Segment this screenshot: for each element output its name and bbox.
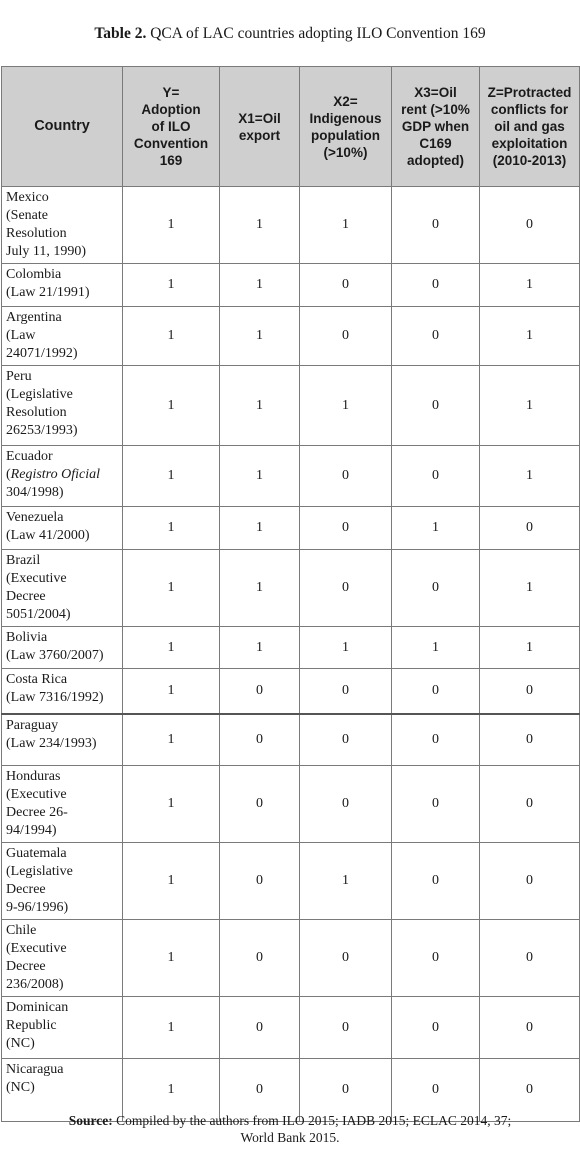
column-header-line: Indigenous (309, 110, 382, 126)
value-cell: 1 (123, 627, 220, 669)
value-cell: 1 (123, 669, 220, 714)
table-row (2, 766, 580, 843)
value-cell: 0 (300, 307, 392, 366)
country-line: Peru (6, 369, 32, 384)
column-header-line: Z=Protracted (487, 85, 572, 100)
country-cell (2, 264, 123, 307)
country-line: (NC) (6, 1080, 35, 1095)
country-cell (2, 187, 123, 264)
country-line: Chile (6, 923, 37, 938)
country-line: Costa Rica (6, 672, 68, 687)
column-header (300, 67, 392, 187)
column-header (480, 67, 580, 187)
table-row (2, 187, 580, 264)
country-line: Decree (6, 882, 46, 897)
country-line: Bolivia (6, 630, 48, 645)
value-cell: 1 (220, 507, 300, 550)
header-row (2, 67, 580, 187)
column-header-line: 169 (159, 153, 183, 168)
value-cell: 0 (480, 187, 580, 264)
country-line: (NC) (6, 1036, 35, 1051)
value-cell: 1 (480, 446, 580, 507)
country-line: July 11, 1990) (6, 244, 86, 259)
column-header-line: X3=Oil (414, 85, 457, 100)
table-caption-text: QCA of LAC countries adopting ILO Convention 169 (146, 25, 486, 42)
value-cell: 0 (300, 550, 392, 627)
table-row (2, 627, 580, 669)
value-cell: 0 (300, 997, 392, 1059)
value-cell: 1 (220, 446, 300, 507)
country-line: Mexico (6, 190, 49, 205)
value-cell: 0 (392, 446, 480, 507)
value-cell: 0 (392, 714, 480, 766)
country-line: Resolution (6, 405, 67, 420)
column-header-line: GDP when (401, 119, 470, 134)
country-line: (Legislative (6, 387, 73, 402)
value-cell: 0 (480, 1059, 580, 1122)
country-cell (2, 366, 123, 446)
value-cell: 1 (480, 264, 580, 307)
value-cell: 1 (123, 187, 220, 264)
value-cell: 0 (220, 843, 300, 920)
value-cell: 0 (220, 669, 300, 714)
value-cell: 0 (392, 920, 480, 997)
country-line: 24071/1992) (6, 346, 78, 361)
value-cell: 0 (392, 766, 480, 843)
qca-table (1, 66, 580, 1122)
value-cell: 0 (480, 843, 580, 920)
column-header-line: Country (34, 118, 90, 134)
country-line: 236/2008) (6, 977, 64, 992)
country-line: Brazil (6, 553, 41, 568)
value-cell: 1 (480, 366, 580, 446)
country-line: Venezuela (6, 510, 64, 525)
value-cell: 0 (392, 307, 480, 366)
value-cell: 0 (480, 920, 580, 997)
column-header-line: X1=Oil (238, 110, 281, 126)
country-cell (2, 714, 123, 766)
country-cell (2, 669, 123, 714)
value-cell: 0 (480, 669, 580, 714)
value-cell: 0 (300, 766, 392, 843)
value-cell: 1 (123, 714, 220, 766)
country-line: 26253/1993) (6, 423, 78, 438)
column-header-line: Convention (133, 136, 209, 151)
column-header (220, 67, 300, 187)
column-header-line: export (238, 127, 281, 143)
country-line: (Executive (6, 941, 67, 956)
table-row (2, 366, 580, 446)
country-line: Honduras (6, 769, 61, 784)
value-cell: 1 (123, 766, 220, 843)
value-cell: 1 (220, 366, 300, 446)
value-cell: 1 (392, 627, 480, 669)
value-cell: 0 (392, 1059, 480, 1122)
value-cell: 0 (220, 920, 300, 997)
value-cell: 0 (480, 997, 580, 1059)
value-cell: 0 (392, 843, 480, 920)
country-line: (Law 234/1993) (6, 735, 97, 751)
country-line: Decree (6, 589, 46, 604)
table-row (2, 714, 580, 766)
country-line: Argentina (6, 310, 62, 325)
country-line: (Law 3760/2007) (6, 648, 104, 663)
value-cell: 0 (300, 714, 392, 766)
value-cell: 0 (220, 766, 300, 843)
value-cell: 1 (123, 446, 220, 507)
country-cell (2, 446, 123, 507)
table-caption (0, 24, 580, 44)
value-cell: 0 (392, 550, 480, 627)
source-line-1: Compiled by the authors from ILO 2015; IADB 2015; ECLAC 2014, 37; (112, 1113, 512, 1128)
country-line: Guatemala (6, 846, 67, 861)
value-cell: 1 (220, 307, 300, 366)
country-cell (2, 920, 123, 997)
value-cell: 1 (220, 550, 300, 627)
value-cell: 1 (123, 1059, 220, 1122)
value-cell: 0 (300, 507, 392, 550)
country-line: Republic (6, 1018, 57, 1033)
country-line: Ecuador (6, 449, 53, 464)
table-row (2, 997, 580, 1059)
value-cell: 1 (220, 264, 300, 307)
value-cell: 0 (220, 997, 300, 1059)
value-cell: 1 (480, 550, 580, 627)
country-line: Dominican (6, 1000, 69, 1015)
column-header-line: Adoption (141, 102, 201, 117)
country-line: Paraguay (6, 717, 59, 733)
value-cell: 1 (123, 507, 220, 550)
country-line: (Legislative (6, 864, 73, 879)
column-header-line: (>10%) (323, 144, 368, 160)
value-cell: 1 (480, 627, 580, 669)
table-row (2, 550, 580, 627)
column-header-line: C169 (419, 136, 452, 151)
value-cell: 1 (300, 843, 392, 920)
column-header-line: of ILO (151, 119, 191, 134)
value-cell: 0 (480, 507, 580, 550)
country-cell (2, 307, 123, 366)
country-line: 9-96/1996) (6, 900, 69, 915)
source-note (0, 1112, 580, 1146)
value-cell: 1 (123, 843, 220, 920)
country-line: Resolution (6, 226, 67, 241)
value-cell: 1 (300, 366, 392, 446)
value-cell: 1 (123, 307, 220, 366)
table-row (2, 264, 580, 307)
value-cell: 0 (392, 669, 480, 714)
country-cell (2, 507, 123, 550)
value-cell: 0 (392, 187, 480, 264)
country-line: (Law 41/2000) (6, 528, 90, 543)
value-cell: 1 (123, 550, 220, 627)
value-cell: 1 (123, 264, 220, 307)
country-line: (Senate (6, 208, 48, 223)
table-row (2, 446, 580, 507)
country-cell (2, 766, 123, 843)
column-header-line: X2= (333, 93, 358, 109)
source-line-2: World Bank 2015. (240, 1130, 340, 1145)
country-line: (Registro Oficial (6, 467, 100, 482)
column-header-line: Y= (162, 85, 180, 100)
value-cell: 1 (123, 920, 220, 997)
value-cell: 0 (220, 714, 300, 766)
value-cell: 1 (220, 627, 300, 669)
column-header-line: conflicts for (490, 102, 569, 117)
table-row (2, 307, 580, 366)
country-line: 304/1998) (6, 485, 64, 500)
column-header (2, 67, 123, 187)
value-cell: 0 (392, 366, 480, 446)
table-body (2, 187, 580, 1122)
value-cell: 1 (300, 187, 392, 264)
column-header-line: exploitation (491, 136, 568, 151)
value-cell: 0 (392, 997, 480, 1059)
source-label: Source: (68, 1113, 113, 1128)
table-row (2, 507, 580, 550)
country-line: Decree (6, 959, 46, 974)
value-cell: 0 (480, 714, 580, 766)
value-cell: 0 (300, 1059, 392, 1122)
country-line: (Executive (6, 571, 67, 586)
value-cell: 0 (300, 669, 392, 714)
value-cell: 1 (300, 627, 392, 669)
value-cell: 1 (123, 997, 220, 1059)
country-cell (2, 550, 123, 627)
country-line: 5051/2004) (6, 607, 71, 622)
country-line: 94/1994) (6, 823, 57, 838)
column-header-line: oil and gas (494, 119, 565, 134)
country-line: (Law 21/1991) (6, 285, 90, 300)
value-cell: 1 (392, 507, 480, 550)
value-cell: 0 (480, 766, 580, 843)
column-header (392, 67, 480, 187)
country-line: Decree 26- (6, 805, 68, 820)
column-header-line: rent (>10% (401, 102, 470, 117)
column-header (123, 67, 220, 187)
value-cell: 0 (300, 264, 392, 307)
country-cell (2, 997, 123, 1059)
table-row (2, 843, 580, 920)
country-cell (2, 627, 123, 669)
country-line: (Law (6, 328, 36, 343)
value-cell: 1 (220, 187, 300, 264)
country-cell (2, 843, 123, 920)
value-cell: 0 (300, 446, 392, 507)
column-header-line: population (311, 127, 380, 143)
column-header-line: adopted) (407, 153, 464, 168)
table-caption-label: Table 2. (94, 25, 147, 42)
country-line: Colombia (6, 267, 62, 282)
country-line: (Law 7316/1992) (6, 690, 104, 705)
country-line: Nicaragua (6, 1062, 64, 1077)
table-row (2, 920, 580, 997)
column-header-line: (2010-2013) (492, 153, 567, 168)
value-cell: 1 (480, 307, 580, 366)
value-cell: 0 (300, 920, 392, 997)
value-cell: 1 (123, 366, 220, 446)
value-cell: 0 (220, 1059, 300, 1122)
table-row (2, 669, 580, 714)
value-cell: 0 (392, 264, 480, 307)
country-line: (Executive (6, 787, 67, 802)
